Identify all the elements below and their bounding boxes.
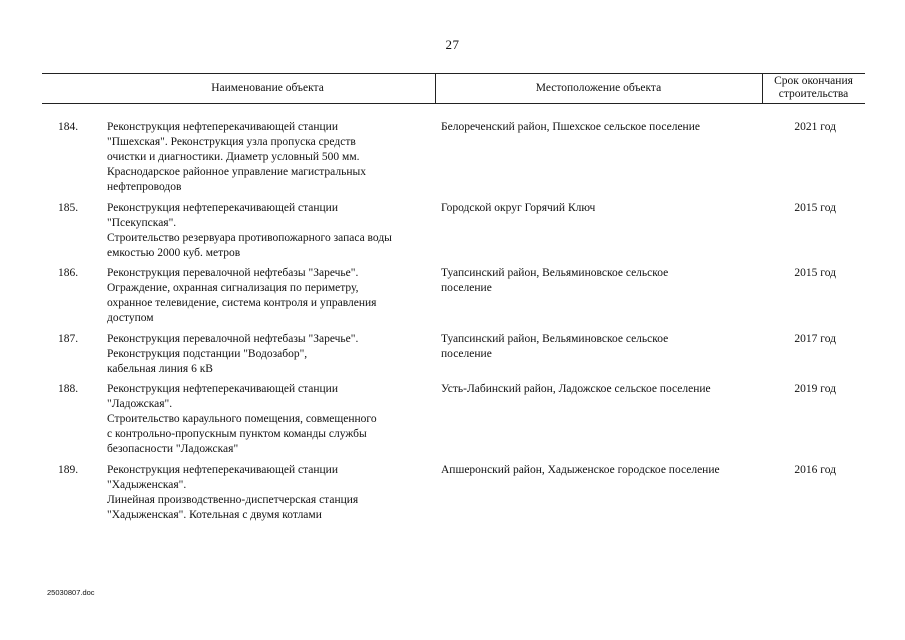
row-location [441, 201, 761, 216]
name-line: Ограждение, охранная сигнализация по периметру, [107, 282, 359, 294]
name-line: "Хадыженская". [107, 479, 187, 491]
name-line: доступом [107, 312, 154, 324]
name-line: Реконструкция перевалочной нефтебазы "Заречье". [107, 333, 359, 345]
location-line: Усть-Лабинский район, Ладожское сельское поселение [441, 383, 711, 395]
location-line: Туапсинский район, Вельяминовское сельское [441, 333, 669, 345]
header-object-location: Местоположение объекта [535, 81, 662, 94]
name-line: "Пшехская". Реконструкция узла пропуска средств [107, 136, 356, 148]
name-line: Строительство резервуара противопожарного запаса воды [107, 232, 392, 244]
row-term: 2019 год [794, 383, 836, 395]
table-header-bottom-rule [42, 103, 865, 104]
name-line: "Псекупская". [107, 217, 177, 229]
row-location [441, 120, 761, 135]
row-object-name [107, 266, 437, 326]
row-number: 185. [58, 202, 79, 214]
location-line: Туапсинский район, Вельяминовское сельское [441, 267, 669, 279]
row-number: 188. [58, 383, 79, 395]
name-line: "Хадыженская". Котельная с двумя котлами [107, 509, 322, 521]
name-line: очистки и диагностики. Диаметр условный 500 мм. [107, 151, 360, 163]
row-location [441, 463, 761, 478]
row-term: 2015 год [794, 267, 836, 279]
name-line: безопасности "Ладожская" [107, 443, 239, 455]
row-location [441, 266, 761, 296]
name-line: охранное телевидение, система контроля и управления [107, 297, 377, 309]
row-object-name [107, 201, 437, 261]
name-line: кабельная линия 6 кВ [107, 363, 213, 375]
row-number: 189. [58, 464, 79, 476]
header-object-name: Наименование объекта [211, 81, 324, 94]
name-line: Реконструкция нефтеперекачивающей станции [107, 383, 338, 395]
row-number: 184. [58, 121, 79, 133]
header-term-line: Срок окончания [774, 75, 853, 87]
name-line: Реконструкция нефтеперекачивающей станции [107, 121, 338, 133]
row-number: 186. [58, 267, 79, 279]
location-line: Белореченский район, Пшехское сельское поселение [441, 121, 700, 133]
header-term-line: строительства [778, 88, 849, 100]
name-line: Линейная производственно-диспетчерская станция [107, 494, 359, 506]
row-object-name [107, 382, 437, 457]
location-line: поселение [441, 282, 492, 294]
name-line: Реконструкция нефтеперекачивающей станции [107, 202, 338, 214]
location-line: Апшеронский район, Хадыженское городское поселение [441, 464, 720, 476]
row-location [441, 382, 761, 397]
row-object-name [107, 332, 437, 377]
document-code: 25030807.doc [47, 588, 95, 597]
name-line: Реконструкция нефтеперекачивающей станции [107, 464, 338, 476]
page-number: 27 [445, 37, 460, 52]
row-object-name [107, 120, 437, 195]
name-line: емкостью 2000 куб. метров [107, 247, 241, 259]
name-line: с контрольно-пропускным пунктом команды службы [107, 428, 367, 440]
name-line: нефтепроводов [107, 181, 182, 193]
row-number: 187. [58, 333, 79, 345]
name-line: Строительство караульного помещения, совмещенного [107, 413, 377, 425]
name-line: Реконструкция подстанции "Водозабор", [107, 348, 308, 360]
location-line: поселение [441, 348, 492, 360]
row-term: 2017 год [794, 333, 836, 345]
row-term: 2015 год [794, 202, 836, 214]
name-line: Реконструкция перевалочной нефтебазы "Заречье". [107, 267, 359, 279]
header-completion-term [762, 73, 865, 103]
row-term: 2016 год [794, 464, 836, 476]
row-term: 2021 год [794, 121, 836, 133]
location-line: Городской округ Горячий Ключ [441, 202, 596, 214]
row-object-name [107, 463, 437, 523]
name-line: "Ладожская". [107, 398, 173, 410]
row-location [441, 332, 761, 362]
name-line: Краснодарское районное управление магистральных [107, 166, 367, 178]
